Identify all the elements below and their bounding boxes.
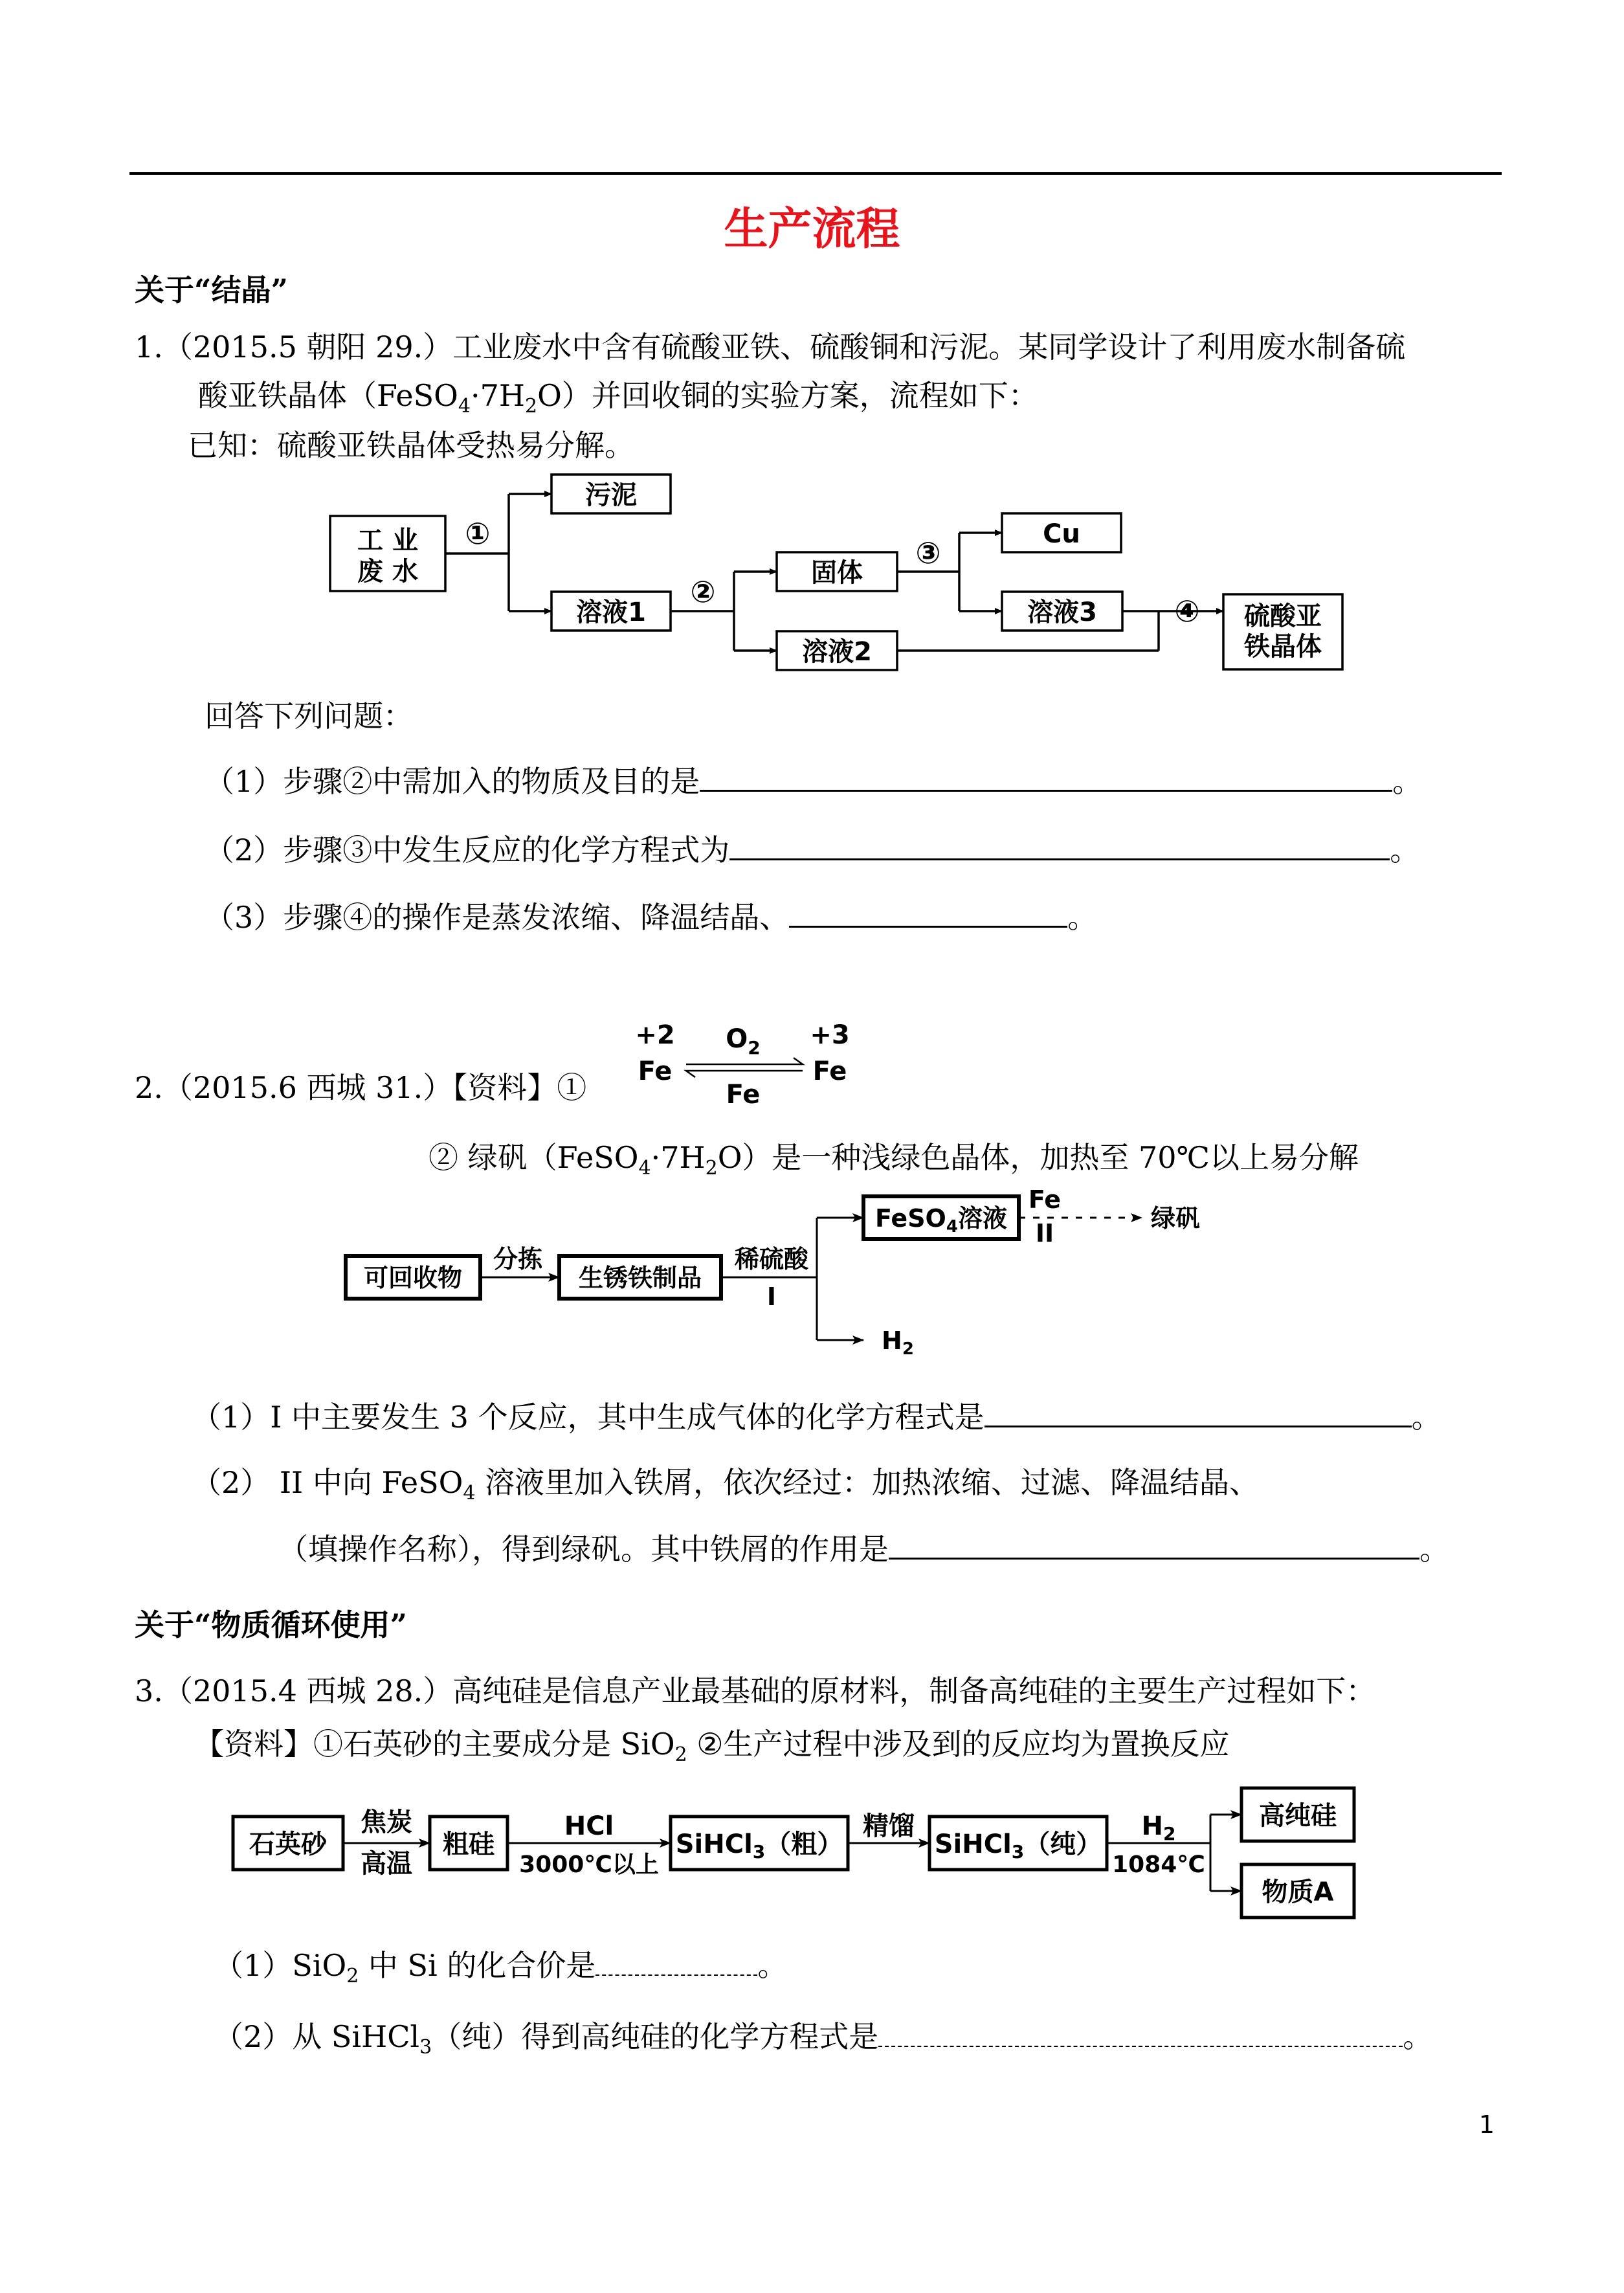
q1-label-industrial1: 工 业 [357, 526, 418, 555]
q2-label-step-i: I [766, 1282, 777, 1311]
page-title: 生产流程 [724, 204, 900, 255]
q2-prefix: 2.（2015.6 西城 31.）【资料】① [135, 1070, 587, 1105]
q2-item2: ② 绿矾$(FeSO_4\cdot 7H_2O)$是一种浅绿色晶体，加热至 70℃以上易分解 [428, 1140, 1359, 1180]
q1-label-solution2: 溶液2 [802, 637, 872, 667]
q1-label-product2: 铁晶体 [1244, 632, 1322, 662]
q3-label-substance-a: 物质A [1262, 1877, 1334, 1907]
q3-sub2: （2）从 SiHCl$_3$（纯）得到高纯硅的化学方程式是 。 [214, 2016, 1432, 2066]
q3-label-h2: $H_2$ [1141, 1811, 1176, 1844]
q1-answer-intro: 回答下列问题： [205, 699, 413, 733]
q2-fe-mid: Fe [726, 1080, 761, 1110]
q2-ox-left: +2 [635, 1020, 675, 1050]
q3-label-quartz: 石英砂 [249, 1829, 327, 1859]
q3-label-coke: 焦炭 [361, 1807, 412, 1837]
q2-sub2: （2） II 中向 FeSO$_4$ 溶液里加入铁屑，依次经过：加热浓缩、过滤、降温结晶、 [192, 1465, 1260, 1505]
q3-label-hcl: HCl [564, 1811, 614, 1841]
q2-label-acid: 稀硫酸 [734, 1245, 809, 1273]
q1-sub2: （2）步骤③中发生反应的化学方程式为 。 [205, 829, 1419, 868]
q3-label-high-si: 高纯硅 [1259, 1801, 1337, 1831]
q3-line1: 3.（2015.4 西城 28.）高纯硅是信息产业最基础的原材料，制备高纯硅的主要生产过程如下： [135, 1673, 1376, 1708]
q2-ox-right: +3 [810, 1020, 850, 1050]
q2-label-fe: Fe [1028, 1185, 1062, 1214]
q3-label-sihcl3-crude: SiHCl$_3$（粗） [675, 1829, 843, 1862]
q3-label-sihcl3-pure: SiHCl$_3$（纯） [934, 1829, 1102, 1862]
q1-label-cu: Cu [1043, 519, 1080, 549]
q1-label-solid: 固体 [811, 558, 863, 588]
q1-label-sludge: 污泥 [585, 480, 637, 510]
q3-label-high-temp: 高温 [361, 1849, 412, 1879]
q1-sub1: （1）步骤②中需加入的物质及目的是 。 [205, 760, 1422, 800]
page-number: 1 [1478, 2110, 1495, 2139]
q2-label-h2: $H_2$ [882, 1326, 914, 1359]
q2-fe-left: Fe [638, 1057, 673, 1086]
q1-step2: ② [690, 574, 716, 609]
q3-sub1: （1）SiO$_2$ 中 Si 的化合价是 。 [214, 1945, 787, 1995]
q1-line2: 酸亚铁晶体$(FeSO_4\cdot 7H_2O)$并回收铜的实验方案，流程如下： [198, 378, 1038, 418]
q1-known: 已知：硫酸亚铁晶体受热易分解。 [188, 428, 634, 463]
q2-o2: $O_2$ [726, 1024, 761, 1058]
q2-sub2-line2: （填操作名称），得到绿矾。其中铁屑的作用是 。 [278, 1528, 1449, 1567]
q3-sub2-blank[interactable] [878, 2016, 1403, 2047]
q1-step3: ③ [915, 535, 941, 570]
q2-label-sort: 分拣 [493, 1245, 543, 1273]
q2-label-green: 绿矾 [1150, 1204, 1201, 1233]
q2-label-recyclable: 可回收物 [363, 1264, 463, 1292]
q2-label-rusty: 生锈铁制品 [578, 1264, 702, 1292]
q1-label-industrial2: 废 水 [357, 557, 418, 587]
q1-label-solution3: 溶液3 [1027, 598, 1097, 627]
q1-step1: ① [465, 516, 491, 551]
q3-label-distill: 精馏 [863, 1811, 915, 1841]
q2-label-step-ii: II [1035, 1219, 1054, 1247]
q3-label-temp1: 3000℃以上 [519, 1851, 659, 1878]
q2-label-feso4: FeSO$_4$溶液 [875, 1204, 1007, 1236]
q3-label-temp2: 1084℃ [1112, 1851, 1205, 1878]
q1-label-solution1: 溶液1 [576, 598, 646, 627]
q1-line1: 1.（2015.5 朝阳 29.）工业废水中含有硫酸亚铁、硫酸铜和污泥。某同学设计了利用废水制备硫 [135, 330, 1406, 364]
q2-sub1: （1）I 中主要发生 3 个反应，其中生成气体的化学方程式是 。 [192, 1396, 1441, 1435]
q3-label-crude-si: 粗硅 [443, 1829, 495, 1859]
q1-label-product1: 硫酸亚 [1244, 601, 1322, 631]
q3-sub1-blank[interactable] [595, 1945, 757, 1976]
section-heading-cycle: 关于“物质循环使用” [135, 1607, 407, 1642]
q1-step4: ④ [1174, 594, 1200, 629]
q3-info: 【资料】①石英砂的主要成分是 SiO$_2$ ②生产过程中涉及到的反应均为置换反应 [194, 1727, 1230, 1767]
q2-fe-right: Fe [812, 1057, 847, 1086]
q1-sub3: （3）步骤④的操作是蒸发浓缩、降温结晶、 。 [205, 896, 1097, 935]
section-heading-crystal: 关于“结晶” [135, 273, 288, 308]
